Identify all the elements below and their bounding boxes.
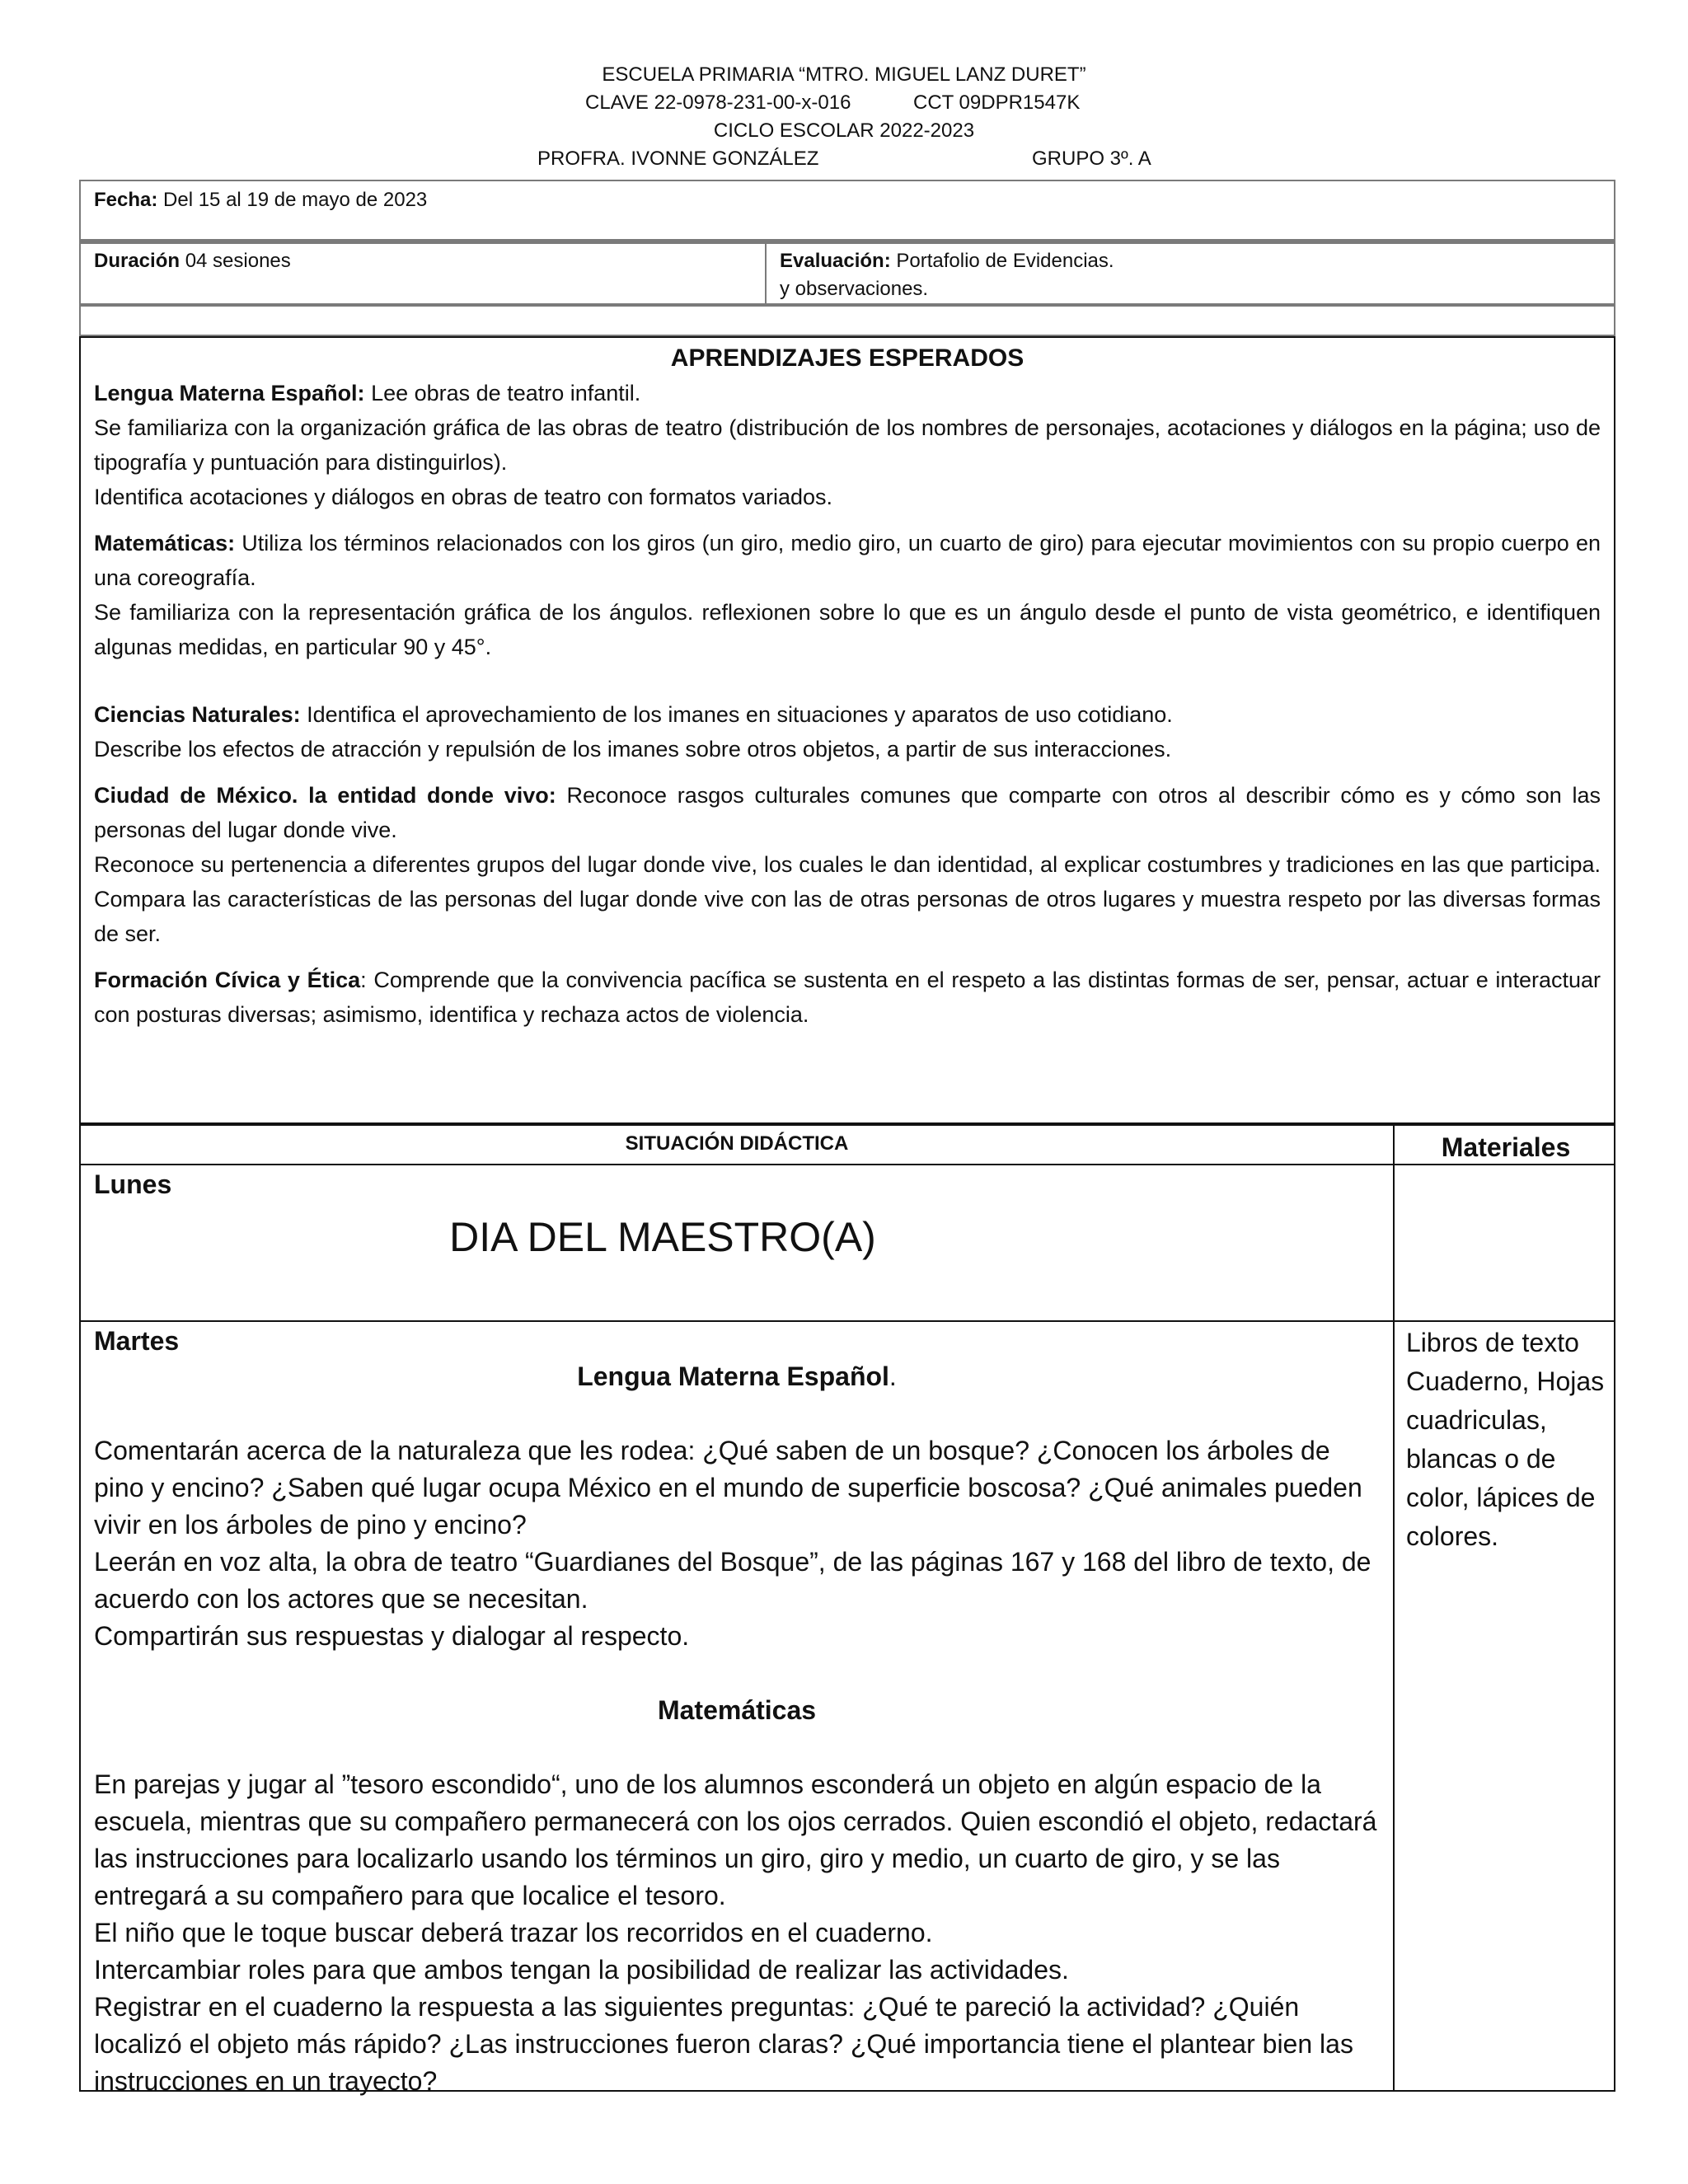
date-label: Fecha: (94, 189, 158, 211)
mat-label: Matemáticas: (94, 531, 236, 555)
header-divider (81, 1164, 1614, 1165)
mat-paragraph-1: En parejas y jugar al ”tesoro escondido“, uno de los alumnos esconderá un objeto en algún espacio de la escuela, mientras que su compañero permanecerá con los ojos cerrados. Quien escondió el objeto, redactará las instrucciones para localizarlo usando los términos un giro, giro y medio, un cuarto de giro, y se las entregará a su compañero para que localice el tesoro. (94, 1769, 1377, 1910)
date-value: Del 15 al 19 de mayo de 2023 (163, 189, 428, 211)
mat-learning-2: Se familiariza con la representación gráfica de los ángulos. reflexionen sobre lo que es un ángulo desde el punto de vista geométrico, e identifiquen algunas medidas, en particular 90 y 45°. (94, 600, 1601, 659)
cdmx-label: Ciudad de México. la entidad donde vivo: (94, 783, 556, 808)
school-cycle: CICLO ESCOLAR 2022-2023 (713, 120, 975, 142)
duration-evaluation-box (79, 242, 1615, 305)
column-divider (765, 244, 767, 303)
document-header (0, 61, 1688, 173)
school-name: ESCUELA PRIMARIA “MTRO. MIGUEL LANZ DURET” (602, 63, 1086, 86)
cct-code: CCT 09DPR1547K (913, 91, 1081, 114)
cdmx-text-1: Reconoce rasgos culturales comunes que comparte con otros al describir cómo es y cómo son las personas del lugar donde vive. (94, 783, 1601, 842)
expected-learnings-section (79, 336, 1615, 1124)
lengua-learning-2: Se familiariza con la organización gráfica de las obras de teatro (distribución de los nombres de personajes, acotaciones y diálogos en la página; uso de tipografía y puntuación para distinguirlos). (94, 415, 1601, 475)
expected-learnings-title: APRENDIZAJES ESPERADOS (670, 344, 1025, 372)
fce-label: Formación Cívica y Ética (94, 968, 361, 992)
cn-text-1: Identifica el aprovechamiento de los imanes en situaciones y aparatos de uso cotidiano. (307, 702, 1173, 727)
lengua-text-1: Lee obras de teatro infantil. (371, 381, 641, 405)
cdmx-learning-2: Reconoce su pertenencia a diferentes grupos del lugar donde vive, los cuales le dan identidad, al explicar costumbres y tradiciones en las que participa. Compara las características de las personas del lugar donde vive con las de otras personas de otros lugares y muestra respeto por las diversas formas de ser. (94, 852, 1601, 946)
fce-text-1: : Comprende que la convivencia pacífica se sustenta en el respeto a las distintas formas de ser, pensar, actuar e interactuar con posturas diversas; asimismo, identifica y rechaza actos de violencia. (94, 968, 1601, 1027)
tuesday-content (94, 1358, 1380, 2100)
clave-code: CLAVE 22-0978-231-00-x-016 (585, 91, 851, 114)
teacher-name: PROFRA. IVONNE GONZÁLEZ (537, 148, 819, 170)
mat-paragraph-2: El niño que le toque buscar deberá trazar los recorridos en el cuaderno. (94, 1918, 933, 1947)
day-monday: Lunes (94, 1169, 172, 1199)
lengua-paragraph-2: Leerán en voz alta, la obra de teatro “Guardianes del Bosque”, de las páginas 167 y 168 del libro de texto, de acuerdo con los actores que se necesitan. (94, 1547, 1372, 1614)
cn-learning-1 (94, 697, 1601, 732)
day-tuesday: Martes (94, 1326, 180, 1356)
lengua-subject-title (94, 1358, 1380, 1395)
materials-title: Materiales (1441, 1132, 1571, 1162)
duration-line (94, 247, 291, 275)
didactic-situation-table (79, 1124, 1615, 2096)
cn-label: Ciencias Naturales: (94, 702, 301, 727)
mat-paragraph-4: Registrar en el cuaderno la respuesta a las siguientes preguntas: ¿Qué te pareció la actividad? ¿Quién localizó el objeto más rápido? ¿Las instrucciones fueron claras? ¿Qué importancia tiene el plantear bien las instrucciones en un trayecto? (94, 1992, 1353, 2096)
lengua-paragraph-3: Compartirán sus respuestas y dialogar al respecto. (94, 1621, 690, 1651)
situation-title: SITUACIÓN DIDÁCTICA (625, 1132, 849, 1155)
evaluation-value-2: y observaciones. (780, 278, 929, 300)
lengua-learning-3: Identifica acotaciones y diálogos en obras de teatro con formatos variados. (94, 485, 833, 509)
lengua-label: Lengua Materna Español: (94, 381, 365, 405)
monday-text: DIA DEL MAESTRO(A) (449, 1214, 876, 1260)
date-box (79, 180, 1615, 242)
lengua-title-text: Lengua Materna Español (577, 1361, 889, 1391)
lengua-title-dot: . (889, 1361, 897, 1391)
duration-label: Duración (94, 250, 181, 272)
mat-paragraph-3: Intercambiar roles para que ambos tengan la posibilidad de realizar las actividades. (94, 1955, 1069, 1985)
mat-text-1: Utiliza los términos relacionados con los giros (un giro, medio giro, un cuarto de giro) para ejecutar movimientos con su propio cuerpo en una coreografía. (94, 531, 1601, 590)
monday-divider (81, 1320, 1614, 1322)
lengua-paragraph-1: Comentarán acerca de la naturaleza que les rodea: ¿Qué saben de un bosque? ¿Conocen los árboles de pino y encino? ¿Saben qué lugar ocupa México en el mundo de superficie boscosa? ¿Qué animales pueden vivir en los árboles de pino y encino? (94, 1436, 1362, 1540)
fce-learning-1 (94, 963, 1601, 1032)
evaluation-value: Portafolio de Evidencias. (896, 250, 1114, 272)
group-name: GRUPO 3º. A (1032, 148, 1151, 170)
mat-learning-1 (94, 526, 1601, 595)
cdmx-learning-1 (94, 778, 1601, 847)
duration-value: 04 sesiones (185, 250, 291, 272)
mat-subject-title: Matemáticas (657, 1695, 817, 1725)
lengua-learning-1 (94, 376, 1601, 410)
evaluation-block (780, 247, 1114, 303)
materials-column-divider (1393, 1126, 1395, 2090)
cn-learning-2: Describe los efectos de atracción y repulsión de los imanes sobre otros objetos, a partir de sus interacciones. (94, 737, 1172, 762)
tuesday-materials: Libros de texto Cuaderno, Hojas cuadriculas, blancas o de color, lápices de colores. (1406, 1328, 1605, 1551)
evaluation-label: Evaluación: (780, 250, 891, 272)
date-line (94, 186, 427, 214)
empty-row (79, 305, 1615, 336)
